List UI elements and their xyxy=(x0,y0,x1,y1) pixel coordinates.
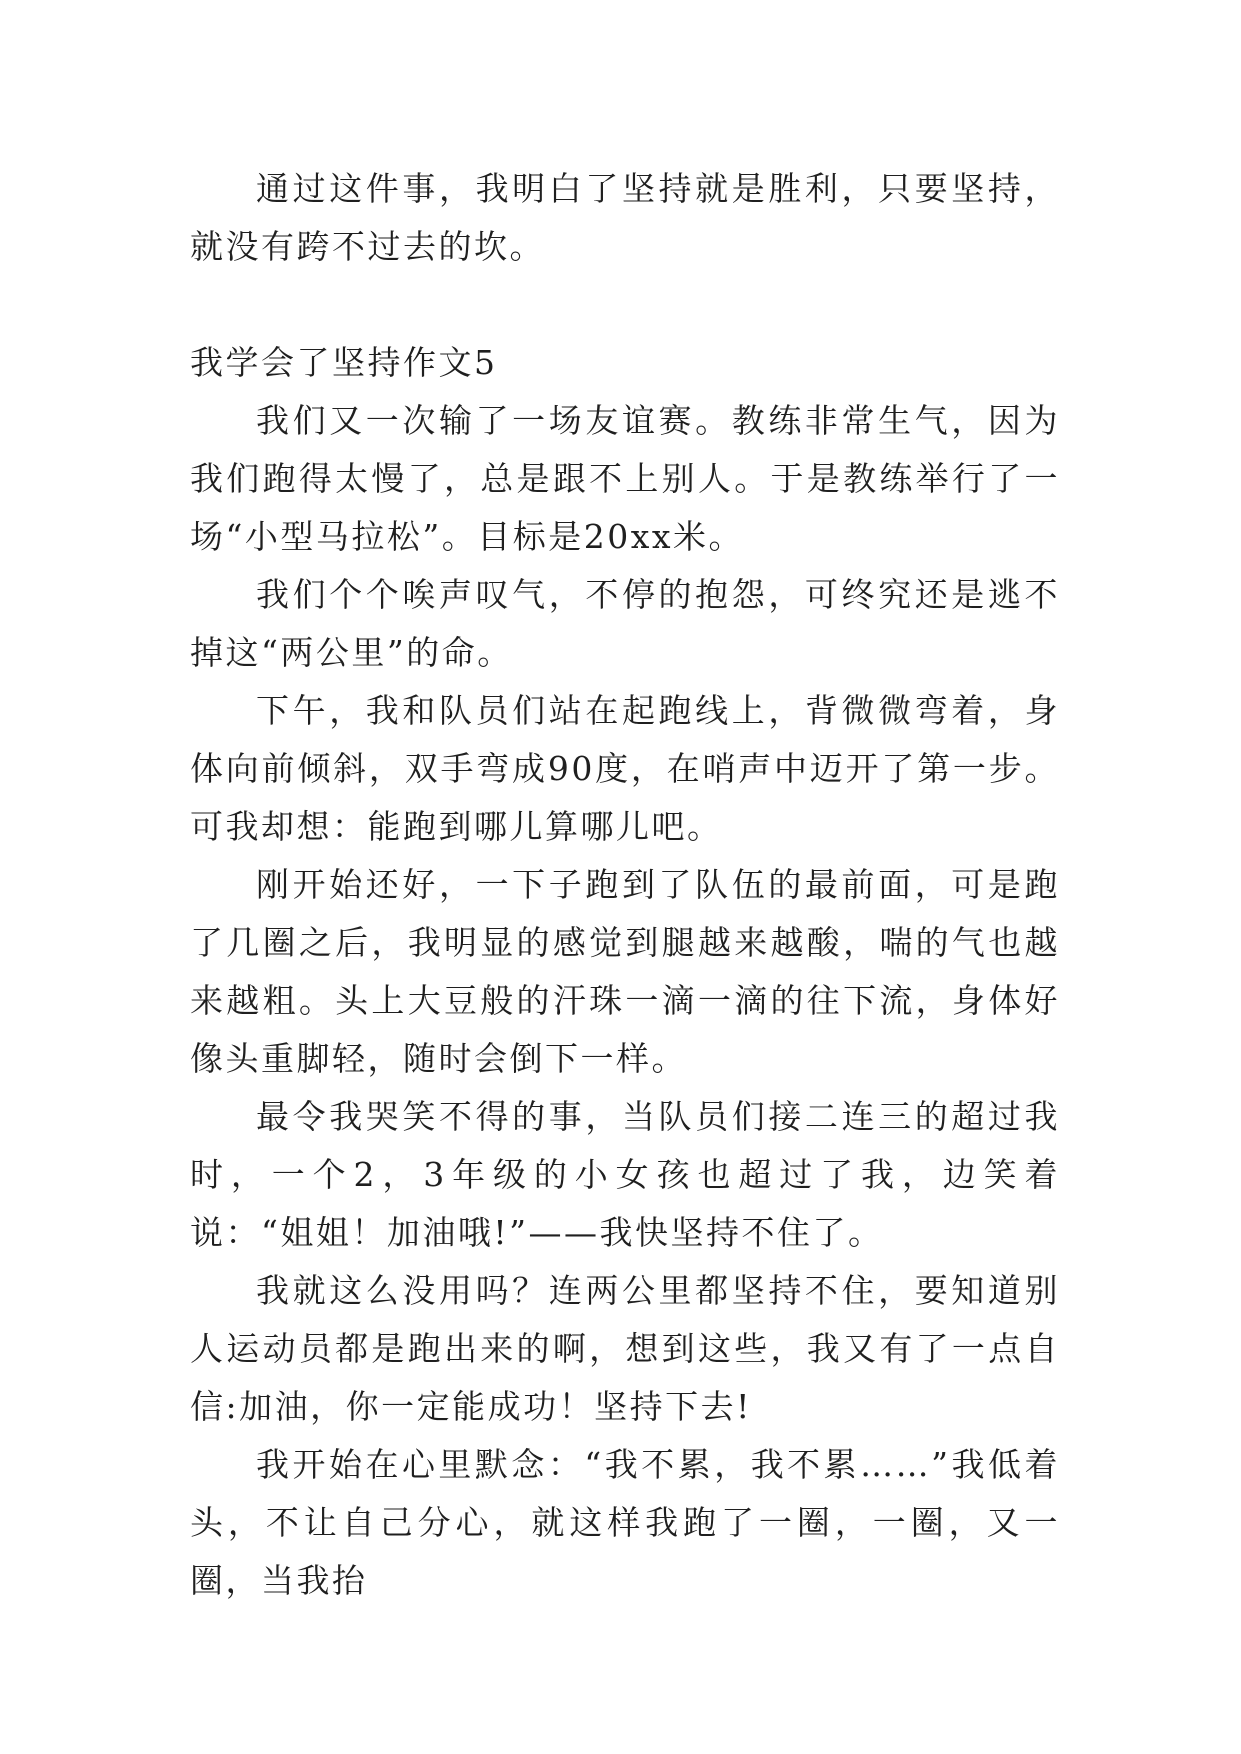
paragraph-conclusion: 通过这件事，我明白了坚持就是胜利，只要坚持，就没有跨不过去的坎。 xyxy=(190,169,1060,266)
paragraph-1: 我们又一次输了一场友谊赛。教练非常生气，因为我们跑得太慢了，总是跟不上别人。于是教练举行了一场“小型马拉松”。目标是20xx米。 xyxy=(190,401,1060,556)
document-body xyxy=(190,160,1060,1610)
paragraph-6: 我就这么没用吗？连两公里都坚持不住，要知道别人运动员都是跑出来的啊，想到这些，我又有了一点自信:加油，你一定能成功！坚持下去! xyxy=(190,1271,1060,1426)
paragraph-3: 下午，我和队员们站在起跑线上，背微微弯着，身体向前倾斜，双手弯成90度，在哨声中迈开了第一步。可我却想：能跑到哪儿算哪儿吧。 xyxy=(190,691,1060,846)
paragraph-7: 我开始在心里默念：“我不累，我不累……”我低着头，不让自己分心，就这样我跑了一圈，一圈，又一圈，当我抬 xyxy=(190,1445,1060,1600)
section-heading: 我学会了坚持作文5 xyxy=(190,343,498,382)
paragraph-2: 我们个个唉声叹气，不停的抱怨，可终究还是逃不掉这“两公里”的命。 xyxy=(190,575,1060,672)
paragraph-4: 刚开始还好，一下子跑到了队伍的最前面，可是跑了几圈之后，我明显的感觉到腿越来越酸，喘的气也越来越粗。头上大豆般的汗珠一滴一滴的往下流，身体好像头重脚轻，随时会倒下一样。 xyxy=(190,865,1060,1078)
paragraph-5: 最令我哭笑不得的事，当队员们接二连三的超过我时，一个2，3年级的小女孩也超过了我，边笑着说：“姐姐！加油哦!”——我快坚持不住了。 xyxy=(190,1097,1060,1252)
